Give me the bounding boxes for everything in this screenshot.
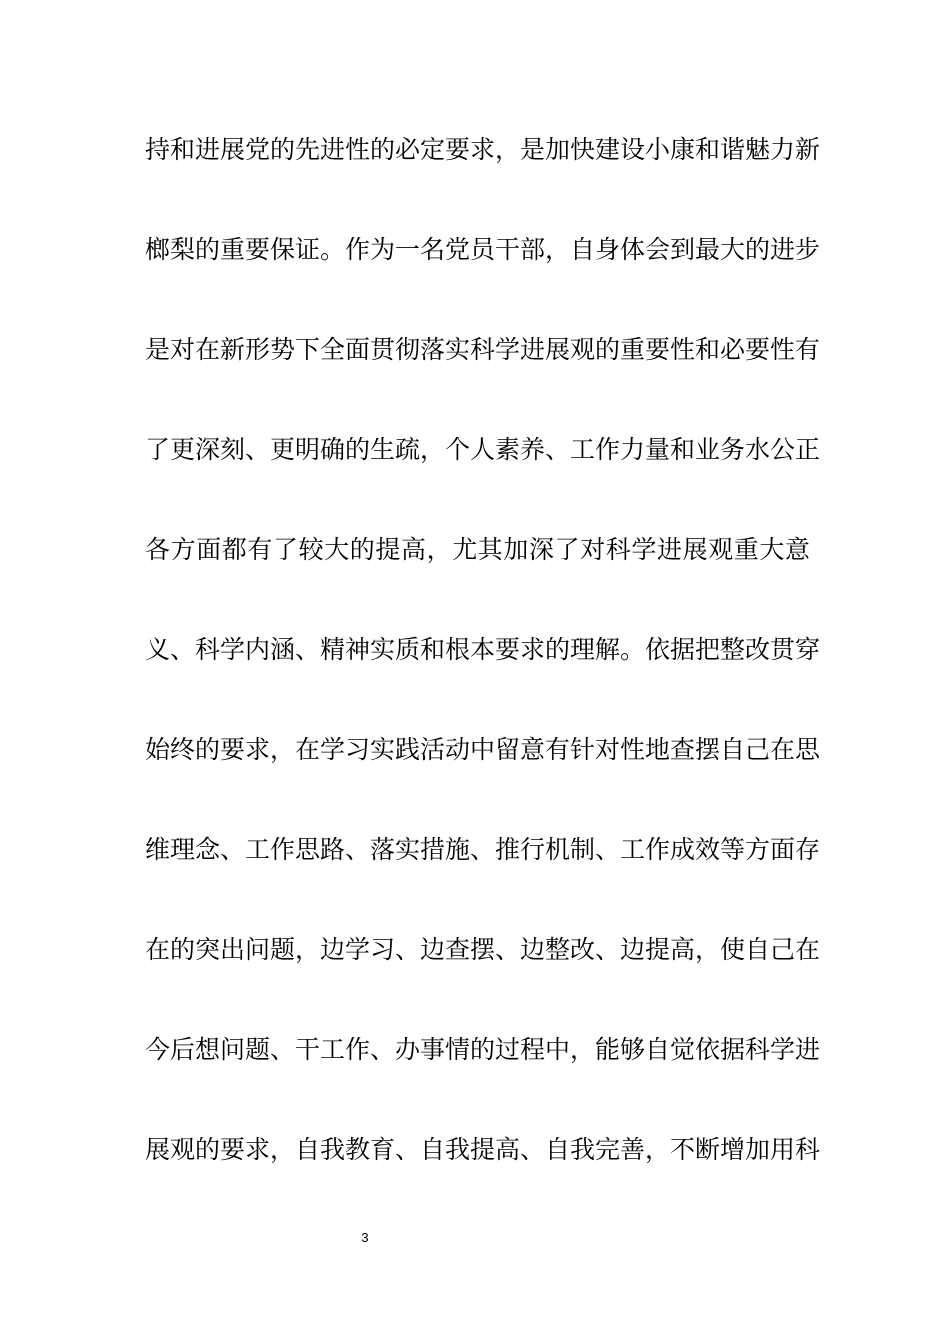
body-text-line: 各方面都有了较大的提高，尤其加深了对科学进展观重大意 <box>145 535 810 564</box>
body-text-line: 持和进展党的先进性的必定要求，是加快建设小康和谐魅力新 <box>145 135 821 164</box>
body-text-line: 榔梨的重要保证。作为一名党员干部，自身体会到最大的进步 <box>145 235 821 264</box>
body-text-line: 维理念、工作思路、落实措施、推行机制、工作成效等方面存 <box>145 835 821 864</box>
body-text-line: 在的突出问题，边学习、边查摆、边整改、边提高，使自己在 <box>145 935 821 964</box>
page-number: 3 <box>361 1230 369 1245</box>
body-text-line: 今后想问题、干工作、办事情的过程中，能够自觉依据科学进 <box>145 1035 821 1064</box>
body-text-line: 是对在新形势下全面贯彻落实科学进展观的重要性和必要性有 <box>145 335 821 364</box>
body-text-line: 义、科学内涵、精神实质和根本要求的理解。依据把整改贯穿 <box>145 635 821 664</box>
body-text-line: 展观的要求，自我教育、自我提高、自我完善，不断增加用科 <box>145 1135 821 1164</box>
body-text-line: 始终的要求，在学习实践活动中留意有针对性地查摆自己在思 <box>145 735 821 764</box>
body-text-line: 了更深刻、更明确的生疏，个人素养、工作力量和业务水公正 <box>145 435 821 464</box>
